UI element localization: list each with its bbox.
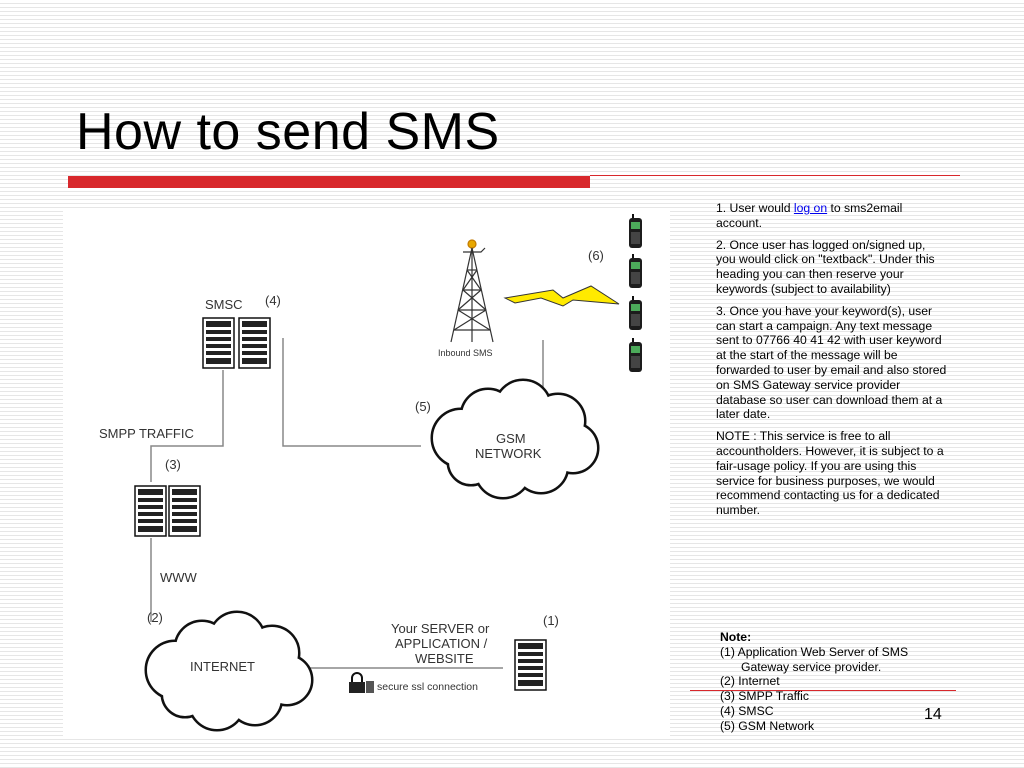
title-underline-bar xyxy=(68,176,590,188)
smsc-number-label: (4) xyxy=(265,293,281,308)
internet-label: INTERNET xyxy=(190,659,255,674)
slide-title: How to send SMS xyxy=(76,103,500,161)
instructions-panel xyxy=(716,201,948,525)
note-item-2: (2) Internet xyxy=(720,674,780,689)
gsm-number-label: (5) xyxy=(415,399,431,414)
note-item-4: (4) SMSC xyxy=(720,703,774,718)
gsm-label-line1: GSM xyxy=(496,431,526,446)
smpp-traffic-label: SMPP TRAFFIC xyxy=(99,426,194,441)
connection-lines xyxy=(151,338,543,668)
note-item-3: (3) SMPP Traffic xyxy=(720,689,809,704)
step-2: 2. Once user has logged on/signed up, you would click on "textback". Under this heading you can then reserve your keywords (subject to availability) xyxy=(716,237,935,296)
internet-number-label: (2) xyxy=(147,610,163,625)
note-item-5: (5) GSM Network xyxy=(720,718,815,733)
title-underline-rule xyxy=(590,175,960,176)
network-diagram-canvas xyxy=(63,210,670,738)
secure-ssl-label: secure ssl connection xyxy=(377,681,478,693)
mobile-phone-icon xyxy=(629,214,642,372)
server-label-line3: WEBSITE xyxy=(415,651,474,666)
smsc-server-icon xyxy=(203,318,270,368)
step-3: 3. Once you have your keyword(s), user can start a campaign. Any text message sent to 07766 40 41 42 with user keyword at the start of the message will be forwarded to user by email and also stored on SMS Gateway service provider database so user can download them at a later date. xyxy=(716,303,947,422)
server-number-label: (1) xyxy=(543,613,559,628)
network-diagram xyxy=(63,210,670,738)
service-note: NOTE : This service is free to all accountholders. However, it is subject to a fair-usage policy. If you are using this service for business purposes, we would recommend contacting us for a dedicated number. xyxy=(716,429,944,518)
smsc-label: SMSC xyxy=(205,297,243,312)
padlock-icon xyxy=(349,673,374,693)
antenna-tower-icon xyxy=(451,240,493,342)
page-number: 14 xyxy=(924,706,942,723)
lightning-bolt-icon xyxy=(505,286,619,306)
notes-title: Note: xyxy=(720,630,752,644)
gateway-server-icon xyxy=(135,486,200,536)
www-label: WWW xyxy=(160,570,197,585)
server-label-line1: Your SERVER or xyxy=(391,621,490,636)
note-item-1: (1) Application Web Server of SMS xyxy=(720,644,909,659)
note-item-1-continued: Gateway service provider. xyxy=(741,659,882,674)
application-server-icon xyxy=(515,640,546,690)
inbound-sms-label: Inbound SMS xyxy=(438,348,493,358)
step-1: 1. User would log on to sms2email account. xyxy=(716,201,903,230)
server-label-line2: APPLICATION / xyxy=(395,636,488,651)
gsm-label-line2: NETWORK xyxy=(475,446,542,461)
mobile-number-label: (6) xyxy=(588,248,604,263)
log-on-link[interactable]: log on xyxy=(793,201,828,215)
gateway-number-label: (3) xyxy=(165,457,181,472)
